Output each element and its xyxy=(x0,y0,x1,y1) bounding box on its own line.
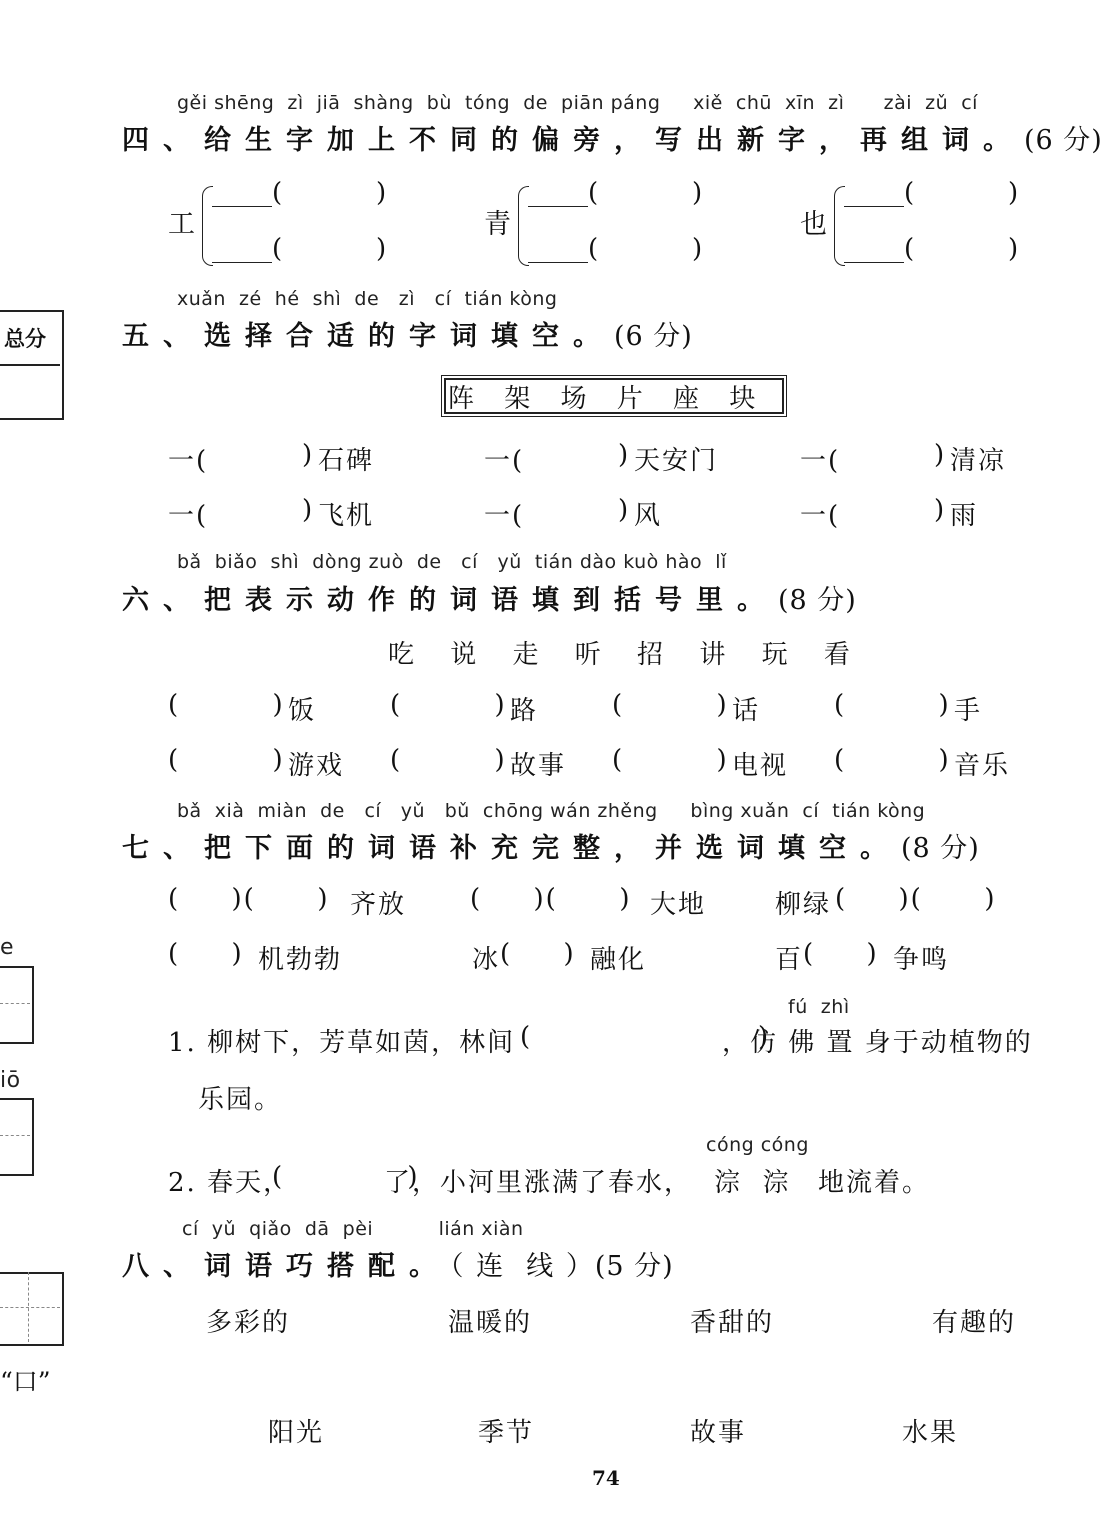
q7-sentence-1c: 乐园。 xyxy=(198,1085,283,1115)
q5-prefix-2-2: 一( xyxy=(484,501,525,531)
q6-blank-1-2[interactable]: ( ) xyxy=(390,690,507,720)
q7-s2-pinyin: cóng cóng xyxy=(706,1134,809,1156)
q5-pinyin: xuǎn zé hé shì de zì cí tián kòng xyxy=(177,288,558,310)
side-fragment-ao: iō xyxy=(0,1068,21,1093)
q8-bottom-word-2[interactable]: 季节 xyxy=(478,1418,535,1448)
q5-word-bank: 阵 架 场 片 座 块 xyxy=(448,384,756,414)
q6-word-2-2: 故事 xyxy=(510,751,567,781)
q4-char-2: 青 xyxy=(484,209,513,240)
q5-blank-1-3[interactable] xyxy=(844,442,934,470)
q5-paren-close-1-2: ) xyxy=(618,440,631,470)
q7-s1-pinyin: fú zhì xyxy=(788,996,850,1018)
q5-word-1-2: 天安门 xyxy=(634,446,719,476)
q4-word-blank-1-1[interactable] xyxy=(292,182,376,210)
q4-word-blank-2-1[interactable] xyxy=(608,182,692,210)
q6-blank-1-3[interactable]: ( ) xyxy=(612,690,729,720)
q8-top-word-2[interactable]: 温暖的 xyxy=(448,1308,533,1338)
q7-blank-1c[interactable]: ( )( ) xyxy=(835,884,997,914)
q4-close-paren-3-1: ) xyxy=(1008,178,1021,208)
q6-blank-1-4[interactable]: ( ) xyxy=(834,690,951,720)
q7-sentence-2b: 了，小河里涨满了春水， xyxy=(384,1168,693,1198)
side-fragment-e: e xyxy=(0,935,15,960)
q4-open-paren-2-2: ( xyxy=(588,234,601,264)
q4-open-paren-1-2: ( xyxy=(272,234,285,264)
total-score-label: 总分 xyxy=(4,327,46,351)
q7-word-2c: 融化 xyxy=(590,945,647,975)
q4-brace-3 xyxy=(834,186,845,266)
q6-blank-2-3[interactable]: ( ) xyxy=(612,745,729,775)
q7-sentence-2c: 淙 淙 xyxy=(714,1168,791,1198)
q5-paren-close-1-3: ) xyxy=(934,440,947,470)
q7-word-2e: 争鸣 xyxy=(893,945,950,975)
q6-blank-1-1[interactable]: ( ) xyxy=(168,690,285,720)
q6-pinyin: bǎ biǎo shì dòng zuò de cí yǔ tián dào kuò hào lǐ xyxy=(177,551,727,573)
q4-close-paren-2-1: ) xyxy=(692,178,705,208)
q5-heading: 五、选择合适的字词填空。(6 分) xyxy=(122,321,693,352)
q4-close-paren-2-2: ) xyxy=(692,234,705,264)
q7-word-2b: 冰 xyxy=(472,945,501,975)
q4-newchar-line-2-1[interactable] xyxy=(528,206,588,207)
side-fragment-quote: “口” xyxy=(0,1367,51,1396)
q4-char-3: 也 xyxy=(800,209,829,240)
q4-brace-1 xyxy=(202,186,213,266)
q6-word-bank: 吃 说 走 听 招 讲 玩 看 xyxy=(388,640,850,670)
q4-open-paren-3-1: ( xyxy=(904,178,917,208)
q4-open-paren-3-2: ( xyxy=(904,234,917,264)
q7-word-1c: 柳绿 xyxy=(775,890,832,920)
q6-heading: 六、把表示动作的词语填到括号里。(8 分) xyxy=(122,585,857,616)
q7-pinyin: bǎ xià miàn de cí yǔ bǔ chōng wán zhěng bìng xuǎn cí tián kòng xyxy=(177,800,926,822)
q4-close-paren-1-1: ) xyxy=(376,178,389,208)
q5-blank-1-2[interactable] xyxy=(528,442,618,470)
total-score-divider xyxy=(0,364,60,366)
q7-sentence-2a: 2. 春天， xyxy=(168,1168,292,1198)
q4-open-paren-2-1: ( xyxy=(588,178,601,208)
q5-blank-2-1[interactable] xyxy=(212,497,302,525)
q4-newchar-line-3-1[interactable] xyxy=(844,206,904,207)
q5-prefix-1-1: 一( xyxy=(168,446,209,476)
q4-pinyin: gěi shēng zì jiā shàng bù tóng de piān páng xiě chū xīn zì zài zǔ cí xyxy=(177,92,978,114)
q5-paren-close-1-1: ) xyxy=(302,440,315,470)
q7-heading: 七、把下面的词语补充完整，并选词填空。(8 分) xyxy=(122,833,980,864)
q5-blank-1-1[interactable] xyxy=(212,442,302,470)
q7-sentence-2-blank[interactable]: ( ) xyxy=(272,1162,420,1192)
q4-word-blank-1-2[interactable] xyxy=(292,238,376,266)
q7-sentence-1a: 1. 柳树下，芳草如茵，林间 xyxy=(168,1028,516,1058)
q7-sentence-1-blank[interactable]: ( ) xyxy=(520,1022,771,1052)
q5-prefix-2-1: 一( xyxy=(168,501,209,531)
q4-char-1: 工 xyxy=(168,209,197,240)
q8-pinyin: cí yǔ qiǎo dā pèi lián xiàn xyxy=(182,1218,524,1240)
q4-word-blank-3-2[interactable] xyxy=(924,238,1008,266)
q4-brace-2 xyxy=(518,186,529,266)
q5-paren-close-2-1: ) xyxy=(302,495,315,525)
q6-word-2-1: 游戏 xyxy=(288,751,345,781)
q7-blank-2c[interactable]: ( ) xyxy=(803,939,879,969)
q8-top-word-4[interactable]: 有趣的 xyxy=(932,1308,1017,1338)
q4-close-paren-3-2: ) xyxy=(1008,234,1021,264)
q4-open-paren-1-1: ( xyxy=(272,178,285,208)
q7-sentence-1b: ，仿 佛 置 身于动植物的 xyxy=(722,1028,1033,1058)
q5-blank-2-2[interactable] xyxy=(528,497,618,525)
q5-blank-2-3[interactable] xyxy=(844,497,934,525)
q5-word-1-3: 清凉 xyxy=(950,446,1007,476)
q5-word-1-1: 石碑 xyxy=(318,446,375,476)
q5-paren-close-2-2: ) xyxy=(618,495,631,525)
q8-bottom-word-4[interactable]: 水果 xyxy=(902,1418,959,1448)
q4-word-blank-2-2[interactable] xyxy=(608,238,692,266)
q8-heading: 八、词语巧搭配。（ 连 线 ）(5 分) xyxy=(122,1251,674,1282)
q7-blank-1b[interactable]: ( )( ) xyxy=(470,884,632,914)
q4-newchar-line-1-1[interactable] xyxy=(212,206,272,207)
q6-word-1-4: 手 xyxy=(954,696,983,726)
q6-word-1-3: 话 xyxy=(732,696,761,726)
q6-word-1-2: 路 xyxy=(510,696,539,726)
q4-close-paren-1-2: ) xyxy=(376,234,389,264)
q6-word-1-1: 饭 xyxy=(288,696,317,726)
side-writing-box-2[interactable] xyxy=(0,1098,34,1176)
q5-word-2-1: 飞机 xyxy=(318,501,375,531)
q6-blank-2-4[interactable]: ( ) xyxy=(834,745,951,775)
q5-word-2-3: 雨 xyxy=(950,501,979,531)
q7-word-1a: 齐放 xyxy=(350,890,407,920)
q6-word-2-3: 电视 xyxy=(732,751,789,781)
q6-word-2-4: 音乐 xyxy=(954,751,1011,781)
q5-word-2-2: 风 xyxy=(634,501,663,531)
side-writing-box-1[interactable] xyxy=(0,966,34,1044)
q6-blank-2-2[interactable]: ( ) xyxy=(390,745,507,775)
q7-word-1b: 大地 xyxy=(650,890,707,920)
q4-newchar-line-2-2[interactable] xyxy=(528,262,588,263)
q7-blank-1a[interactable]: ( )( ) xyxy=(168,884,330,914)
q5-prefix-2-3: 一( xyxy=(800,501,841,531)
q7-word-2a: 机勃勃 xyxy=(258,945,343,975)
q7-blank-2b[interactable]: ( ) xyxy=(500,939,576,969)
q4-newchar-line-3-2[interactable] xyxy=(844,262,904,263)
q8-bottom-word-3[interactable]: 故事 xyxy=(690,1418,747,1448)
q8-bottom-word-1[interactable]: 阳光 xyxy=(268,1418,325,1448)
q5-prefix-1-2: 一( xyxy=(484,446,525,476)
page-number: 74 xyxy=(592,1466,620,1490)
q4-heading: 四、给生字加上不同的偏旁，写出新字，再组词。(6 分) xyxy=(122,125,1103,156)
q5-prefix-1-3: 一( xyxy=(800,446,841,476)
q5-paren-close-2-3: ) xyxy=(934,495,947,525)
q4-newchar-line-1-2[interactable] xyxy=(212,262,272,263)
q8-top-word-3[interactable]: 香甜的 xyxy=(690,1308,775,1338)
q6-blank-2-1[interactable]: ( ) xyxy=(168,745,285,775)
side-writing-box-3[interactable] xyxy=(0,1272,64,1346)
q8-top-word-1[interactable]: 多彩的 xyxy=(206,1308,291,1338)
q4-word-blank-3-1[interactable] xyxy=(924,182,1008,210)
q7-word-2d: 百 xyxy=(775,945,804,975)
q7-sentence-2d: 地流着。 xyxy=(818,1168,931,1198)
q7-blank-2a[interactable]: ( ) xyxy=(168,939,244,969)
